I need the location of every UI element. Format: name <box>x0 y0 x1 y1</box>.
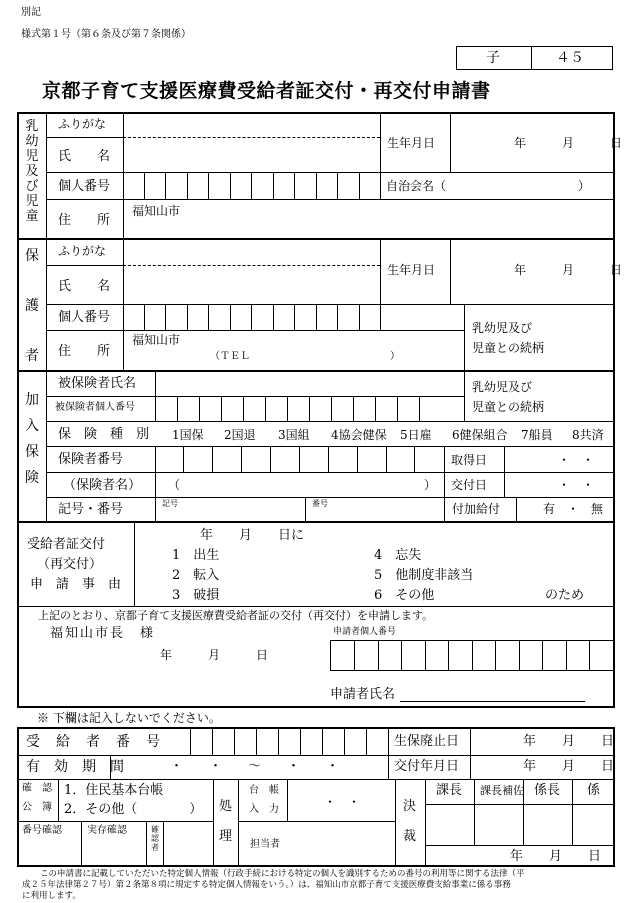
ledger-dots: ・ ・ <box>324 795 361 809</box>
child-furigana-label: ふりがな <box>58 117 107 131</box>
applicant-number-input[interactable] <box>330 640 614 671</box>
insured-number-label: 被保険者個人番号 <box>55 402 135 413</box>
reason-lost[interactable]: 4 忘失 <box>374 548 422 563</box>
ledger-label-2: 入 力 <box>249 804 279 815</box>
guardian-birth-ymd: 年 月 日 <box>514 263 623 277</box>
mayor-address: 福知山市長 様 <box>50 626 156 641</box>
asst-chief-label: 課長補佐 <box>480 784 524 797</box>
reason-move-in[interactable]: 2 転入 <box>172 568 220 583</box>
form-number: 様式第１号（第６条及び第７条関係） <box>21 29 191 40</box>
guardian-section-label: 保 護 者 <box>25 248 39 365</box>
guardian-relation-1: 乳幼児及び <box>472 321 533 335</box>
acquired-date-dots: ・ ・ <box>558 453 595 467</box>
guardian-address-value: 福知山市 <box>132 333 181 347</box>
reason-other[interactable]: 6 その他 <box>374 588 435 603</box>
reason-label-3: 申 請 事 由 <box>30 577 122 592</box>
decision-label-1: 決 <box>403 799 417 814</box>
reason-birth[interactable]: 1 出生 <box>172 548 220 563</box>
insurer-name-label: （保険者名） <box>63 478 142 493</box>
child-birthdate-label: 生年月日 <box>387 136 436 150</box>
guardian-address-label: 住 所 <box>58 344 111 359</box>
insurer-number-label: 保険者番号 <box>58 452 124 467</box>
child-address-label: 住 所 <box>58 213 111 228</box>
office-note: ※ 下欄は記入しないでください。 <box>37 711 221 725</box>
child-my-number-input[interactable] <box>123 172 380 199</box>
footer-line-2: 成２５年法律第２７号）第２条第８項に規定する特定個人情報をいう。）は、福知山市京都子育て支援医療費支給事業に係る事務 <box>22 880 511 890</box>
addon-value[interactable]: 有 ・ 無 <box>543 502 604 516</box>
reason-date-line: 年 月 日に <box>200 528 305 543</box>
number-check-label: 番号確認 <box>22 825 62 836</box>
child-neighborhood: 自治会名（ ） <box>386 179 591 193</box>
code-value: ４５ <box>556 50 584 66</box>
issue-date-label: 交付年月日 <box>394 759 460 774</box>
child-address-value: 福知山市 <box>132 204 181 218</box>
sub-chief-label: 係長 <box>534 783 561 798</box>
guardian-name-label: 氏 名 <box>58 279 111 294</box>
staff-label: 係 <box>587 783 601 798</box>
code-label: 子 <box>486 50 500 66</box>
final-date-ymd: 年 月 日 <box>510 849 602 864</box>
validity-value: ・ ・ ～ ・ ・ <box>170 759 340 774</box>
footer-line-1: この申請書に記載していただいた特定個人情報（行政手続における特定の個人を識別するための番号の利用等に関する法律（平 <box>40 869 525 879</box>
code-box <box>456 46 613 70</box>
insurance-type-4[interactable]: 4協会健保 <box>331 428 387 442</box>
process-label-1: 処 <box>219 799 233 814</box>
child-name-label: 氏 名 <box>58 149 111 164</box>
insurance-section-label: 加 入 保 険 <box>25 392 39 487</box>
insurer-paren-open: （ <box>168 478 181 492</box>
child-my-number-label: 個人番号 <box>58 179 111 194</box>
child-birth-ymd: 年 月 日 <box>514 136 623 150</box>
symbol-label: 記号 <box>162 499 178 508</box>
number-label: 番号 <box>312 499 328 508</box>
acquired-date-label: 取得日 <box>451 453 488 467</box>
insurance-relation-1: 乳幼児及び <box>472 380 533 394</box>
page-title: 京都子育て支援医療費受給者証交付・再交付申請書 <box>42 80 491 102</box>
confirm-label-2: 公 簿 <box>22 802 52 813</box>
reason-label-2: （再交付） <box>37 557 103 572</box>
child-section-label: 乳 幼 児 及 び 児 童 <box>25 119 39 224</box>
addon-label: 付加給付 <box>452 502 501 516</box>
process-label-2: 理 <box>219 829 233 844</box>
reason-label-1: 受給者証交付 <box>27 537 106 552</box>
identity-check-label: 実存確認 <box>87 825 127 836</box>
guardian-birthdate-label: 生年月日 <box>387 263 436 277</box>
recipient-number-label: 受 給 者 番 号 <box>26 734 161 750</box>
ledger-label-1: 台 帳 <box>249 785 279 796</box>
reason-for: のため <box>545 588 585 603</box>
insured-name-label: 被保険者氏名 <box>58 376 137 391</box>
guardian-furigana-label: ふりがな <box>58 244 107 258</box>
issued-date-dots: ・ ・ <box>558 478 595 492</box>
declaration-text: 上記のとおり、京都子育て支援医療費受給者証の交付（再交付）を申請します。 <box>38 609 434 622</box>
confirmer-label: 確認者 <box>151 825 159 852</box>
confirm-option-2[interactable]: 2．その他（ ） <box>64 802 203 817</box>
symbol-number-label: 記号・番号 <box>58 502 124 517</box>
confirm-option-1[interactable]: 1．住民基本台帳 <box>64 783 164 798</box>
declaration-ymd: 年 月 日 <box>160 648 269 662</box>
issue-date-ymd: 年 月 日 <box>523 759 615 774</box>
issued-date-label: 交付日 <box>451 478 488 492</box>
person-in-charge-label: 担当者 <box>250 839 280 850</box>
insurance-type-6[interactable]: 6健保組合 <box>452 428 508 442</box>
guardian-relation-2: 児童との続柄 <box>472 341 545 355</box>
reason-other-system[interactable]: 5 他制度非該当 <box>374 568 474 583</box>
insurance-relation-2: 児童との続柄 <box>472 400 545 414</box>
insurance-type-5[interactable]: 5日雇 <box>400 428 432 442</box>
insurance-type-3[interactable]: 3国組 <box>278 428 310 442</box>
insurance-type-1[interactable]: 1国保 <box>172 428 204 442</box>
applicant-number-label: 申請者個人番号 <box>333 627 397 637</box>
recipient-number-input[interactable] <box>190 727 388 755</box>
insurance-type-7[interactable]: 7船員 <box>521 428 553 442</box>
decision-label-2: 裁 <box>403 829 417 844</box>
insurer-number-input[interactable] <box>183 446 414 472</box>
guardian-tel: （ＴＥＬ ） <box>210 351 400 362</box>
stop-date-ymd: 年 月 日 <box>523 734 615 749</box>
insurance-type-2[interactable]: 2国退 <box>224 428 256 442</box>
footer-line-3: に利用します。 <box>22 891 81 901</box>
validity-label: 有 効 期 間 <box>26 759 124 775</box>
guardian-my-number-input[interactable] <box>123 304 380 330</box>
applicant-name-label: 申請者氏名 <box>330 687 396 702</box>
chief-label: 課長 <box>436 783 463 798</box>
insurance-type-label: 保 険 種 別 <box>58 427 150 442</box>
confirm-label-1: 確 認 <box>22 783 52 794</box>
insurance-type-8[interactable]: 8共済 <box>572 428 604 442</box>
reason-damage[interactable]: 3 破損 <box>172 588 220 603</box>
applicant-name-line[interactable] <box>400 701 585 702</box>
appendix-label: 別記 <box>21 7 41 18</box>
stop-date-label: 生保廃止日 <box>394 734 460 749</box>
insured-my-number-input[interactable] <box>155 396 464 421</box>
guardian-my-number-label: 個人番号 <box>58 310 111 325</box>
insurer-paren-close: ） <box>424 478 437 492</box>
